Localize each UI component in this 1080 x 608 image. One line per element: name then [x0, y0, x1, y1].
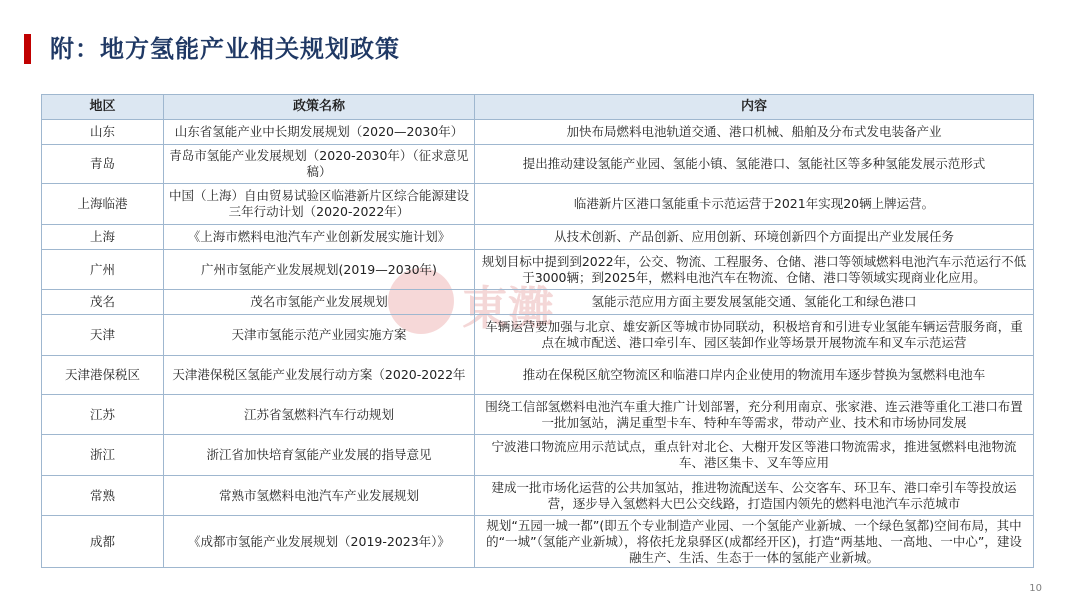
table-row: [42, 395, 1034, 435]
table-header-row: [42, 95, 1034, 120]
page-title: 附：地方氢能产业相关规划政策: [50, 35, 400, 63]
region-cell: 江苏: [42, 395, 164, 435]
policy-cell: 青岛市氢能产业发展规划（2020-2030年）（征求意见稿）: [164, 145, 475, 184]
policy-cell: 《上海市燃料电池汽车产业创新发展实施计划》: [164, 225, 475, 250]
content-cell: 临港新片区港口氢能重卡示范运营于2021年实现20辆上牌运营。: [475, 184, 1034, 225]
content-cell: 车辆运营要加强与北京、雄安新区等城市协同联动，积极培育和引进专业氢能车辆运营服务商，重点在城市配送、港口牵引车、园区装卸作业等场景开展物流车和叉车示范运营: [475, 315, 1034, 356]
title-accent-bar: [24, 34, 31, 64]
policy-cell: 山东省氢能产业中长期发展规划（2020—2030年）: [164, 120, 475, 145]
region-cell: 山东: [42, 120, 164, 145]
header-region: 地区: [42, 95, 164, 120]
region-cell: 成都: [42, 516, 164, 568]
content-cell: 建成一批市场化运营的公共加氢站，推进物流配送车、公交客车、环卫车、港口牵引车等投放运营，逐步导入氢燃料大巴公交线路，打造国内领先的燃料电池汽车示范城市: [475, 476, 1034, 516]
policy-table: [41, 94, 1034, 568]
content-cell: 氢能示范应用方面主要发展氢能交通、氢能化工和绿色港口: [475, 290, 1034, 315]
table-row: [42, 184, 1034, 225]
policy-cell: 茂名市氢能产业发展规划: [164, 290, 475, 315]
header-content: 内容: [475, 95, 1034, 120]
header-policy: 政策名称: [164, 95, 475, 120]
region-cell: 广州: [42, 250, 164, 290]
content-cell: 规划“五园一城一都”(即五个专业制造产业园、一个氢能产业新城、一个绿色氢都)空间布局，其中的“一城”（氢能产业新城），将依托龙泉驿区(成都经开区)，打造“两基地、一高地、一中心”，建设融生产、生活、生态于一体的氢能产业新城。: [475, 516, 1034, 568]
policy-cell: 《成都市氢能产业发展规划（2019-2023年）》: [164, 516, 475, 568]
region-cell: 天津港保税区: [42, 356, 164, 395]
content-cell: 宁波港口物流应用示范试点，重点针对北仑、大榭开发区等港口物流需求，推进氢燃料电池物流车、港区集卡、叉车等应用: [475, 435, 1034, 476]
policy-cell: 常熟市氢燃料电池汽车产业发展规划: [164, 476, 475, 516]
table-row: [42, 356, 1034, 395]
policy-cell: 浙江省加快培育氢能产业发展的指导意见: [164, 435, 475, 476]
content-cell: 加快布局燃料电池轨道交通、港口机械、船舶及分布式发电装备产业: [475, 120, 1034, 145]
region-cell: 天津: [42, 315, 164, 356]
policy-cell: 天津市氢能示范产业园实施方案: [164, 315, 475, 356]
region-cell: 茂名: [42, 290, 164, 315]
content-cell: 从技术创新、产品创新、应用创新、环境创新四个方面提出产业发展任务: [475, 225, 1034, 250]
content-cell: 提出推动建设氢能产业园、氢能小镇、氢能港口、氢能社区等多种氢能发展示范形式: [475, 145, 1034, 184]
region-cell: 青岛: [42, 145, 164, 184]
table-row: [42, 516, 1034, 568]
region-cell: 常熟: [42, 476, 164, 516]
content-cell: 推动在保税区航空物流区和临港口岸内企业使用的物流用车逐步替换为氢燃料电池车: [475, 356, 1034, 395]
content-cell: 规划目标中提到到2022年，公交、物流、工程服务、仓储、港口等领域燃料电池汽车示范运行不低于3000辆；到2025年，燃料电池汽车在物流、仓储、港口等领域实现商业化应用。: [475, 250, 1034, 290]
table-row: [42, 315, 1034, 356]
watermark-text: 東灘: [462, 281, 554, 335]
table-row: [42, 225, 1034, 250]
table-row: [42, 476, 1034, 516]
policy-cell: 天津港保税区氢能产业发展行动方案（2020-2022年: [164, 356, 475, 395]
table-row: [42, 250, 1034, 290]
policy-cell: 中国（上海）自由贸易试验区临港新片区综合能源建设三年行动计划（2020-2022年）: [164, 184, 475, 225]
table-row: [42, 290, 1034, 315]
table-row: [42, 145, 1034, 184]
region-cell: 浙江: [42, 435, 164, 476]
region-cell: 上海临港: [42, 184, 164, 225]
policy-cell: 广州市氢能产业发展规划(2019—2030年): [164, 250, 475, 290]
table-row: [42, 435, 1034, 476]
region-cell: 上海: [42, 225, 164, 250]
policy-cell: 江苏省氢燃料汽车行动规划: [164, 395, 475, 435]
page-number: 10: [1029, 583, 1042, 594]
content-cell: 围绕工信部氢燃料电池汽车重大推广计划部署，充分利用南京、张家港、连云港等重化工港口布置一批加氢站，满足重型卡车、特种车等需求，带动产业、技术和市场协同发展: [475, 395, 1034, 435]
table-row: [42, 120, 1034, 145]
